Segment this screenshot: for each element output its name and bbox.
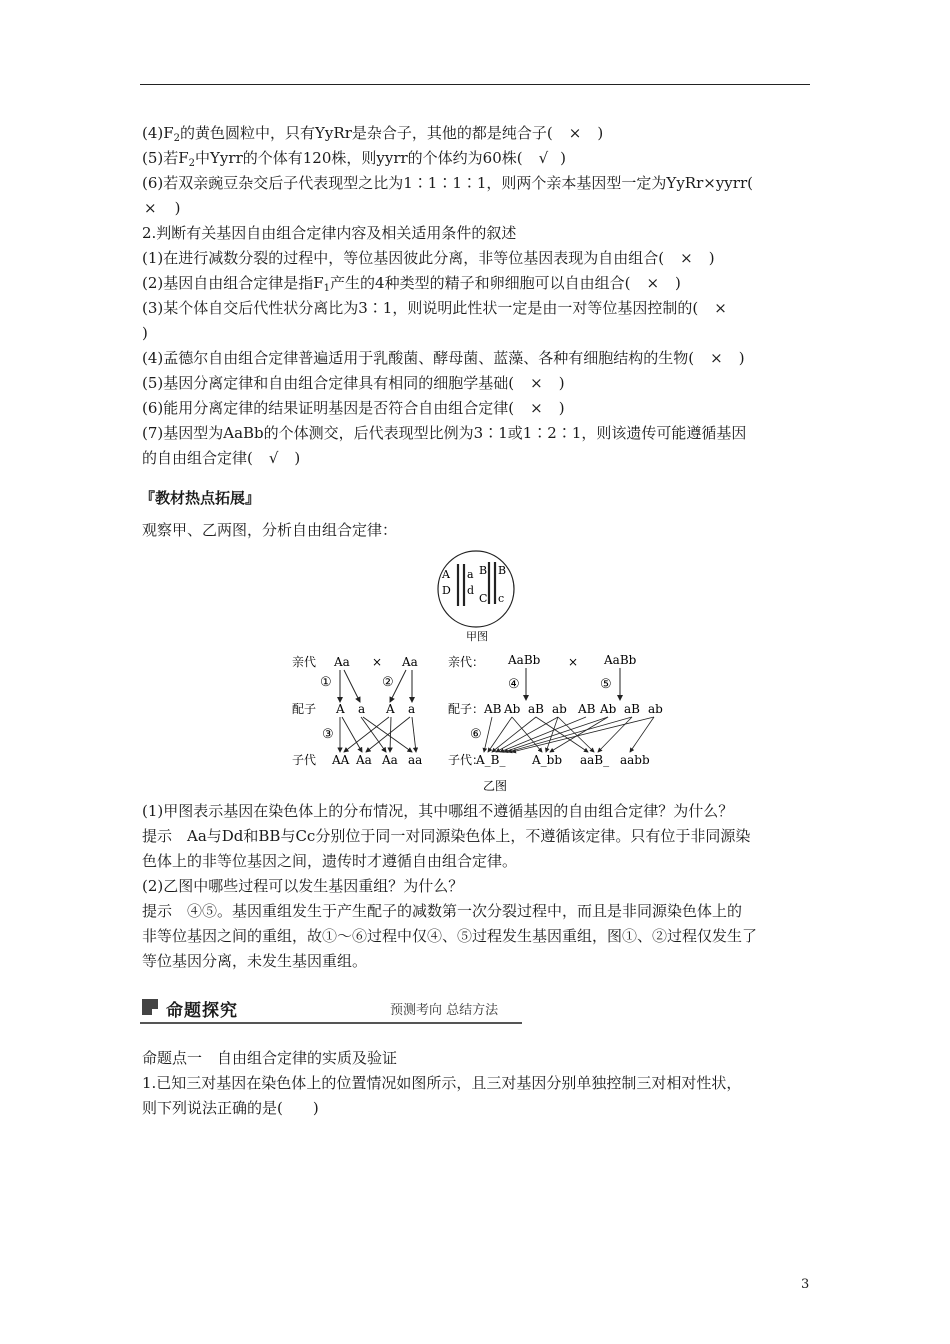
answer-mark: √ [268,449,279,467]
svg-text:②: ② [382,675,394,690]
qa-question-1: (1)甲图表示基因在染色体上的分布情况，其中哪组不遵循基因的自由组合定律？为什么？ [142,802,734,820]
q2-item-2: (2)基因自由组合定律是指$F_1$产生的4种类型的精子和卵细胞可以自由组合( × ) [142,274,681,294]
section-title: 命题探究 [166,1001,238,1021]
q2-item-3-cont: ) [142,324,148,342]
svg-text:亲代: 亲代 [292,655,317,669]
gene-label: B [498,564,507,577]
svg-text:配子: 配子 [292,702,317,716]
answer-mark: √ [538,149,549,167]
q2-item-7: (7)基因型为AaBb的个体测交，后代表现型比例为3∶1或1∶2∶1，则该遗传可能遵循基因 [142,424,747,442]
q2-item-5: (5)基因分离定律和自由组合定律具有相同的细胞学基础( × ) [142,374,565,392]
section-heading [140,996,522,1024]
svg-text:×: × [372,655,383,669]
svg-text:子代：: 子代： [448,753,485,767]
figure-caption: 乙图 [483,779,508,793]
gene-label: B [479,564,488,577]
svg-text:ab: ab [648,702,663,716]
gene-label: c [498,592,505,605]
svg-text:ab: ab [552,702,567,716]
gene-label: a [467,568,474,581]
section-square-icon [142,999,158,1015]
svg-text:Ab: Ab [504,702,521,716]
svg-text:Aa: Aa [402,655,418,669]
topic-heading: 命题点一 自由组合定律的实质及验证 [142,1049,398,1067]
figure-caption: 甲图 [466,630,488,643]
statement-4: $(4)F_2$的黄色圆粒中，只有YyRr是杂合子，其他的都是纯合子( × ) [142,124,604,144]
q2-item-1: (1)在进行减数分裂的过程中，等位基因彼此分离，非等位基因表现为自由组合( × ) [142,249,715,267]
q2-item-3: (3)某个体自交后代性状分离比为3∶1，则说明此性状一定是由一对等位基因控制的( × [142,299,727,317]
svg-text:⑥: ⑥ [470,727,482,742]
statement-5: (5)若$F_2$中Yyrr的个体有120株，则yyrr的个体约为60株( √ ) [142,149,567,169]
gene-label: C [479,592,488,605]
qa-answer-1-cont: 色体上的非等位基因之间，遗传时才遵循自由组合定律。 [142,852,518,870]
item-1: 1.已知三对基因在染色体上的位置情况如图所示，且三对基因分别单独控制三对相对性状， [142,1074,742,1092]
svg-text:AA: AA [332,753,350,767]
question-2-heading: 2.判断有关基因自由组合定律内容及相关适用条件的叙述 [142,224,517,242]
svg-text:③: ③ [322,727,334,742]
section-tagline: 预测考向 总结方法 [390,1003,499,1018]
gene-label: D [442,584,451,597]
section-hotspot-heading: 『教材热点拓展』 [140,489,261,507]
svg-text:×: × [568,655,579,669]
svg-text:A: A [336,702,345,716]
figure-jia [420,548,530,644]
observe-intro: 观察甲、乙两图，分析自由组合定律： [142,521,398,539]
gene-label: A [442,568,450,581]
svg-text:aB: aB [624,702,640,716]
qa-answer-1: 提示 Aa与Dd和BB与Cc分别位于同一对同源染色体上，不遵循该定律。只有位于非同源染 [142,827,751,845]
svg-text:⑤: ⑤ [600,677,612,692]
svg-text:A: A [386,702,395,716]
svg-text:a: a [358,702,366,716]
svg-text:①: ① [320,675,332,690]
q2-item-4: (4)孟德尔自由组合定律普遍适用于乳酸菌、酵母菌、蓝藻、各种有细胞结构的生物( × ) [142,349,745,367]
header-rule [140,84,810,85]
svg-text:Ab: Ab [600,702,617,716]
answer-mark: × [646,274,660,292]
svg-text:AB: AB [484,702,502,716]
q2-item-6: (6)能用分离定律的结果证明基因是否符合自由组合定律( × ) [142,399,565,417]
svg-text:Aa: Aa [382,753,398,767]
answer-mark: × [710,349,723,367]
svg-text:aaB_: aaB_ [580,753,610,767]
svg-text:aabb: aabb [620,753,650,767]
svg-text:a: a [408,702,416,716]
svg-text:Aa: Aa [356,753,372,767]
qa-answer-2: 提示 ④⑤。基因重组发生于产生配子的减数第一次分裂过程中，而且是非同源染色体上的 [142,902,743,920]
svg-text:AaBb: AaBb [508,653,541,667]
item-1-cont: 则下列说法正确的是( ) [142,1099,319,1117]
page-number: 3 [801,1277,810,1292]
answer-mark: × [144,199,157,217]
svg-text:AB: AB [578,702,596,716]
figure-yi [288,650,678,796]
svg-text:子代: 子代 [292,753,317,767]
qa-question-2: (2)乙图中哪些过程可以发生基因重组？为什么？ [142,877,464,895]
svg-text:④: ④ [508,677,520,692]
answer-mark: × [530,374,543,392]
svg-text:A_B_: A_B_ [476,753,506,767]
svg-text:aB: aB [528,702,544,716]
svg-text:AaBb: AaBb [604,653,637,667]
qa-answer-2-cont: 非等位基因之间的重组，故①～⑥过程中仅④、⑤过程发生基因重组，图①、②过程仅发生了 [142,927,758,945]
answer-mark: × [714,299,727,317]
svg-text:Aa: Aa [334,655,350,669]
svg-text:配子：: 配子： [448,702,485,716]
statement-6: (6)若双亲豌豆杂交后子代表现型之比为1∶1∶1∶1，则两个亲本基因型一定为YyRr×yyrr( [142,174,753,192]
q2-item-7-cont: 的自由组合定律( √ ) [142,449,301,467]
svg-text:亲代：: 亲代： [448,655,485,669]
statement-6-cont: × ) [144,199,181,217]
svg-text:A_bb: A_bb [532,753,563,767]
svg-text:aa: aa [408,753,423,767]
gene-label: d [467,584,475,597]
answer-mark: × [530,399,543,417]
answer-mark: × [680,249,693,267]
qa-answer-2-end: 等位基因分离，未发生基因重组。 [142,952,368,970]
answer-mark: × [568,124,582,142]
